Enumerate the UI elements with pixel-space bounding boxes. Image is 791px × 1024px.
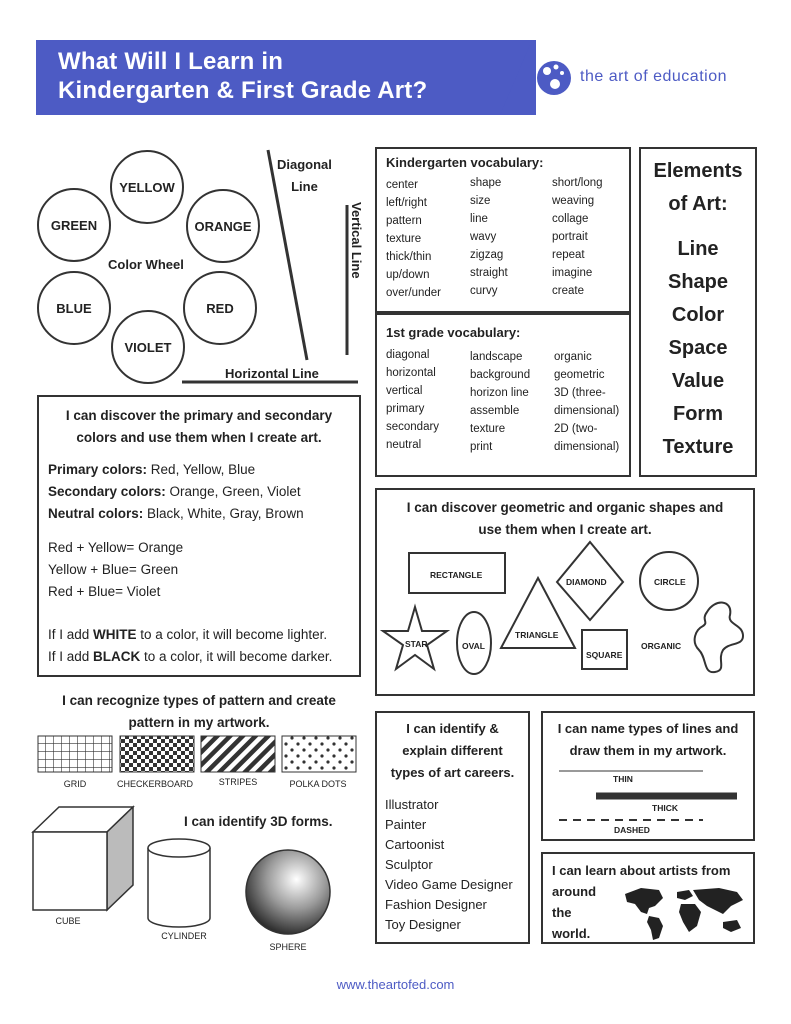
vocab-word: assemble: [470, 405, 520, 417]
vocab-word: neutral: [386, 439, 422, 451]
pattern-heading-1: I can recognize types of pattern and create: [62, 693, 336, 708]
vocab-word: line: [470, 213, 488, 225]
black-post: to a color, it will become darker.: [140, 649, 333, 664]
color-orange: ORANGE: [186, 189, 260, 263]
careers-heading: [377, 718, 528, 784]
thin-label: THIN: [613, 774, 633, 784]
vocab-word: shape: [470, 177, 502, 189]
vocab-word: size: [470, 195, 491, 207]
cylinder-form: [148, 839, 210, 927]
vocab-word: create: [552, 285, 584, 297]
vocab-word: secondary: [386, 421, 440, 433]
elements-list: [641, 233, 755, 464]
elements-title: [641, 155, 755, 221]
circle-label: CIRCLE: [654, 577, 686, 587]
vocab-word: center: [386, 179, 418, 191]
careers-heading-1: I can identify &: [406, 721, 499, 736]
colors-heading-1: I can discover the primary and secondary: [65, 408, 333, 423]
first-col-2: [470, 348, 530, 456]
artists-line-3: the: [552, 905, 572, 920]
vocab-word: straight: [470, 267, 508, 279]
primary-label: Primary colors:: [48, 462, 148, 477]
first-col-3: [554, 348, 619, 456]
horizontal-line-label: Horizontal Line: [225, 366, 319, 381]
careers-list: [385, 795, 513, 935]
kinder-col-3: [552, 174, 603, 300]
diagonal-label-2: Line: [291, 179, 318, 194]
diagonal-label-1: Diagonal: [277, 157, 332, 172]
elements-title-2: of Art:: [668, 193, 728, 215]
white-pre: If I add: [48, 627, 94, 642]
polka-dots-caption: POLKA DOTS: [289, 779, 347, 789]
lines-diagram: [180, 145, 370, 390]
vocab-word: collage: [552, 213, 589, 225]
white-post: to a color, it will become lighter.: [136, 627, 328, 642]
organic-label: ORGANIC: [641, 641, 682, 651]
color-green: GREEN: [37, 188, 111, 262]
line-types-drawing: [543, 713, 755, 841]
line-types-heading-2: draw them in my artwork.: [569, 743, 727, 758]
first-grade-vocab-title: 1st grade vocabulary:: [386, 325, 521, 340]
primary-value: Red, Yellow, Blue: [147, 462, 256, 477]
white-line: [48, 624, 332, 646]
vocab-word: short/long: [552, 177, 603, 189]
vocab-word: over/under: [386, 287, 441, 299]
vocab-word: dimensional): [554, 441, 620, 453]
vocab-word: texture: [386, 233, 422, 245]
color-violet: VIOLET: [111, 310, 185, 384]
vocab-word: pattern: [386, 215, 422, 227]
star-shape: [383, 607, 447, 669]
vocab-word: texture: [470, 423, 506, 435]
vertical-line-label: Vertical Line: [349, 202, 364, 279]
first-grade-vocab-box: [375, 313, 631, 477]
kinder-col-2: [470, 174, 508, 300]
star-label: STAR: [405, 639, 428, 649]
sphere-caption: SPHERE: [269, 942, 307, 952]
element-item: Form: [673, 403, 723, 425]
career-item: Painter: [385, 817, 427, 832]
thick-label: THICK: [652, 803, 678, 813]
kindergarten-vocab-title: Kindergarten vocabulary:: [386, 155, 544, 170]
title-line-2: Kindergarten & First Grade Art?: [58, 77, 428, 104]
colors-box: [37, 395, 361, 677]
kindergarten-vocab-box: [375, 147, 631, 313]
black-pre: If I add: [48, 649, 94, 664]
black-word: BLACK: [93, 649, 141, 664]
checkerboard-caption: CHECKERBOARD: [116, 779, 193, 789]
cube-caption: CUBE: [55, 916, 81, 926]
career-item: Toy Designer: [385, 917, 461, 932]
diagonal-line-label: [277, 154, 332, 198]
tint-shade: [48, 624, 332, 668]
grid-pattern: [38, 736, 112, 772]
elements-of-art-box: [639, 147, 757, 477]
colors-heading: [39, 405, 359, 449]
line-types-box: [541, 711, 755, 841]
footer-url[interactable]: www.theartofed.com: [336, 977, 455, 992]
rectangle-label: RECTANGLE: [430, 570, 483, 580]
careers-heading-2: explain different: [402, 743, 503, 758]
vocab-word: curvy: [470, 285, 498, 297]
pattern-heading: [37, 690, 361, 734]
artists-line-2: around: [552, 884, 597, 899]
secondary-colors-line: [48, 481, 304, 503]
checkerboard-pattern: [120, 736, 194, 772]
diamond-label: DIAMOND: [566, 577, 607, 587]
vocab-word: primary: [386, 403, 425, 415]
color-blue: BLUE: [37, 271, 111, 345]
forms-drawing: [30, 800, 350, 950]
secondary-value: Orange, Green, Violet: [165, 484, 301, 499]
vocab-word: background: [470, 369, 531, 381]
page-title: [58, 47, 427, 105]
colors-heading-2: colors and use them when I create art.: [76, 430, 322, 445]
career-item: Sculptor: [385, 857, 433, 872]
black-line: [48, 646, 332, 668]
shapes-heading-1: I can discover geometric and organic shapes and: [406, 500, 724, 515]
element-item: Value: [671, 370, 725, 392]
artists-line-4: world.: [552, 926, 591, 941]
sphere-form: [246, 850, 330, 934]
line-types-heading-1: I can name types of lines and: [557, 721, 739, 736]
pattern-heading-2: pattern in my artwork.: [128, 715, 270, 730]
neutral-label: Neutral colors:: [48, 506, 144, 521]
grid-caption: GRID: [63, 779, 87, 789]
mix-line: Red + Yellow= Orange: [48, 540, 184, 555]
color-mixing: [48, 537, 183, 603]
shapes-heading-2: use them when I create art.: [478, 522, 652, 537]
color-yellow: YELLOW: [110, 150, 184, 224]
vocab-word: repeat: [552, 249, 585, 261]
vocab-word: organic: [554, 351, 592, 363]
organic-shape: [695, 603, 743, 673]
neutral-colors-line: [48, 503, 304, 525]
vocab-word: imagine: [552, 267, 593, 279]
shapes-drawing: [377, 490, 755, 696]
career-item: Video Game Designer: [385, 877, 513, 892]
stripes-caption: STRIPES: [218, 777, 258, 787]
palette-logo-icon: [534, 58, 574, 98]
kinder-col-1: [386, 176, 441, 302]
white-word: WHITE: [93, 627, 137, 642]
dashed-label: DASHED: [614, 825, 650, 835]
color-red: RED: [183, 271, 257, 345]
vocab-word: portrait: [552, 231, 588, 243]
primary-colors-line: [48, 459, 304, 481]
vocab-word: 2D (two-: [554, 423, 598, 435]
element-item: Space: [668, 337, 728, 359]
triangle-label: TRIANGLE: [515, 630, 559, 640]
forms-heading: I can identify 3D forms.: [184, 814, 333, 829]
careers-heading-3: types of art careers.: [390, 765, 515, 780]
vocab-word: up/down: [386, 269, 430, 281]
neutral-value: Black, White, Gray, Brown: [143, 506, 304, 521]
cylinder-caption: CYLINDER: [161, 931, 207, 941]
elements-title-1: Elements: [653, 160, 743, 182]
career-item: Illustrator: [385, 797, 439, 812]
vocab-word: thick/thin: [386, 251, 432, 263]
vocab-word: horizon line: [470, 387, 529, 399]
mix-line: Red + Blue= Violet: [48, 584, 161, 599]
element-item: Line: [677, 238, 719, 260]
vocab-word: geometric: [554, 369, 605, 381]
polka-dots-pattern: [282, 736, 356, 772]
color-wheel-label: Color Wheel: [108, 257, 184, 272]
square-label: SQUARE: [586, 650, 623, 660]
vocab-word: print: [470, 441, 493, 453]
element-item: Texture: [662, 436, 734, 458]
vocab-word: zigzag: [470, 249, 504, 261]
vocab-word: 3D (three-: [554, 387, 606, 399]
artists-box: [541, 852, 755, 944]
vocab-word: landscape: [470, 351, 523, 363]
pattern-swatches: [37, 735, 357, 775]
title-line-1: What Will I Learn in: [58, 48, 284, 75]
shapes-box: [375, 488, 755, 696]
first-col-1: [386, 346, 439, 454]
career-item: Cartoonist: [385, 837, 445, 852]
brand-name: the art of education: [580, 68, 727, 85]
vocab-word: left/right: [386, 197, 427, 209]
stripes-pattern: [201, 736, 275, 772]
element-item: Shape: [667, 271, 729, 293]
element-item: Color: [671, 304, 725, 326]
vocab-word: horizontal: [386, 367, 436, 379]
secondary-label: Secondary colors:: [48, 484, 166, 499]
career-item: Fashion Designer: [385, 897, 487, 912]
vocab-word: wavy: [470, 231, 497, 243]
vocab-word: weaving: [552, 195, 595, 207]
vocab-word: dimensional): [554, 405, 620, 417]
cube-form: [33, 807, 133, 910]
oval-label: OVAL: [462, 641, 485, 651]
mix-line: Yellow + Blue= Green: [48, 562, 179, 577]
vocab-word: vertical: [386, 385, 423, 397]
artists-line-1: I can learn about artists from: [552, 863, 731, 878]
color-types: [48, 459, 304, 525]
careers-box: [375, 711, 530, 944]
world-map-icon: [619, 884, 749, 942]
vocab-word: diagonal: [386, 349, 430, 361]
